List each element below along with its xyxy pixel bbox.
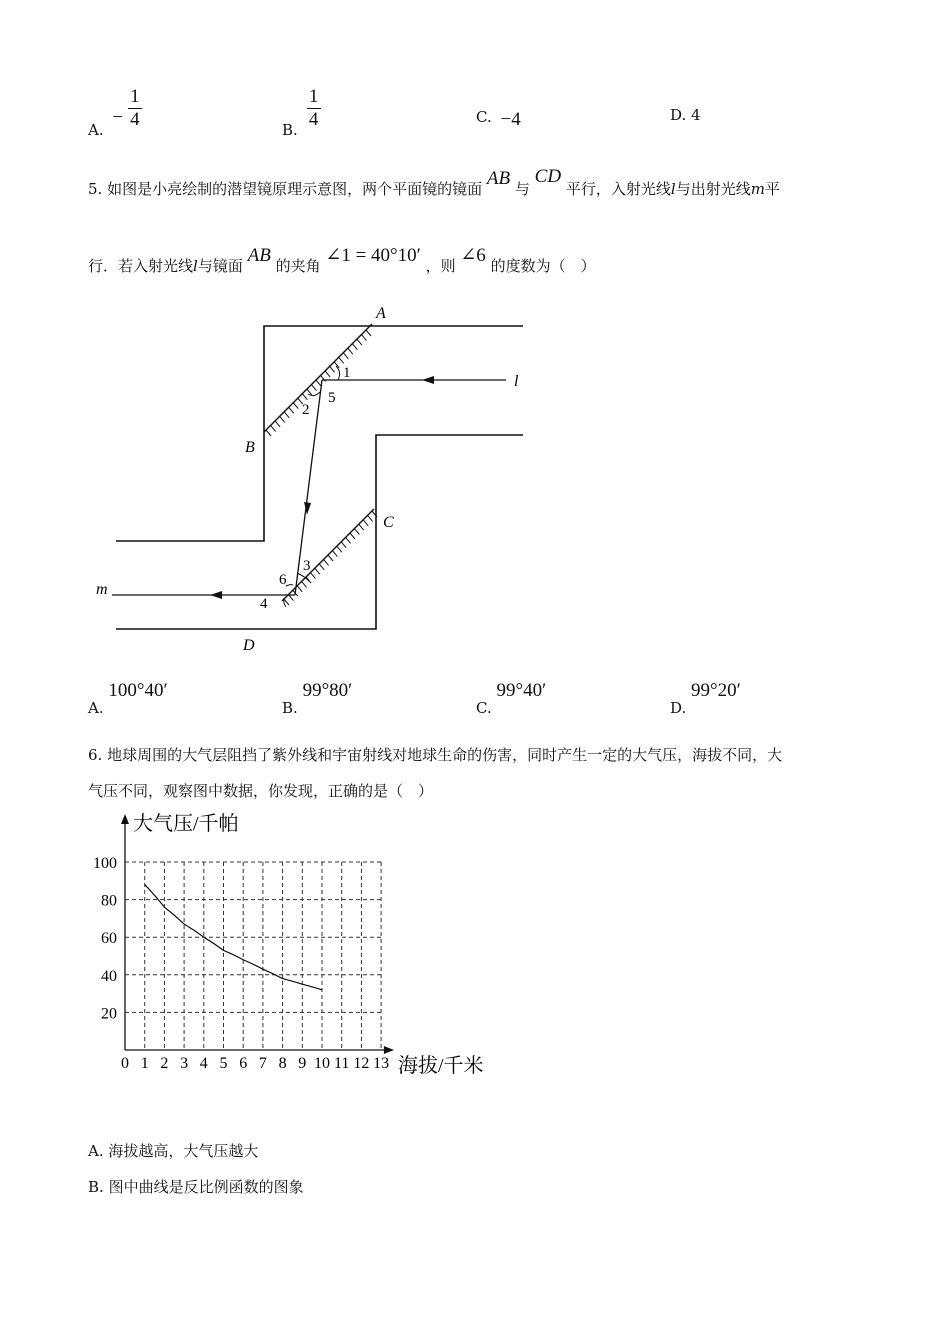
periscope-outer-wall (116, 326, 523, 541)
q6-option-b[interactable] (88, 1176, 304, 1197)
option-letter: C. (476, 108, 492, 126)
hatch-mark (348, 348, 353, 354)
y-axis-arrow (121, 814, 129, 824)
q5-text: 平 (764, 180, 780, 198)
mirror-ab: AB (486, 168, 511, 189)
label-angle-5: 5 (328, 390, 336, 406)
option-value: 100°40′ (108, 680, 168, 701)
angle-arc-1 (336, 366, 340, 380)
hatch-mark (316, 380, 321, 386)
numerator: 1 (130, 86, 140, 107)
label-angle-3: 3 (303, 558, 311, 574)
x-tick-label: 7 (258, 1055, 267, 1072)
hatch-mark (271, 425, 276, 431)
x-tick-label: 5 (219, 1055, 228, 1072)
ray-l: l (670, 180, 676, 198)
hatch-mark (328, 555, 333, 561)
x-axis-arrow (384, 1046, 394, 1054)
hatch-mark (352, 344, 357, 350)
q5-text: 的度数为（ ） (490, 257, 596, 275)
x-tick-label: 0 (121, 1055, 129, 1072)
option-value: 99°40′ (496, 680, 547, 701)
label-l: l (514, 373, 519, 390)
hatch-mark (330, 366, 335, 372)
hatch-mark (354, 529, 359, 535)
option-letter: B. (88, 1178, 104, 1196)
hatch-mark (332, 551, 337, 557)
option-letter: A. (88, 1142, 104, 1160)
hatch-mark (289, 407, 294, 413)
x-tick-label: 6 (239, 1055, 248, 1072)
q6-line1: 6. 地球周围的大气层阻挡了紫外线和宇宙射线对地球生命的伤害，同时产生一定的大气压，海拔不同，大 (88, 746, 783, 764)
ray-m: m (750, 180, 765, 198)
x-tick-label: 2 (160, 1055, 169, 1072)
hatch-mark (280, 416, 285, 422)
option-letter: D. (670, 106, 687, 124)
option-value: 99°80′ (302, 680, 353, 701)
hatch-mark (339, 357, 344, 363)
q5-option-b[interactable] (282, 680, 353, 717)
hatch-mark (337, 546, 342, 552)
hatch-mark (357, 339, 362, 345)
denominator: 4 (130, 109, 140, 130)
hatch-mark (325, 371, 330, 377)
hatch-mark (315, 568, 320, 574)
option-letter: A. (88, 699, 104, 717)
hatch-mark (307, 389, 312, 395)
x-tick-label: 13 (373, 1055, 390, 1072)
angle-1-value: ∠1 = 40°10′ (325, 245, 421, 266)
hatch-mark (266, 430, 271, 436)
y-tick-label: 20 (101, 1005, 117, 1023)
q5-option-c[interactable] (476, 680, 547, 717)
hatch-mark (368, 515, 373, 521)
q5-text: 与 (514, 180, 530, 198)
q5-option-d[interactable] (670, 680, 741, 717)
angle-arc-6 (286, 585, 293, 586)
hatch-mark (284, 412, 289, 418)
option-letter: C. (476, 699, 492, 717)
hatch-mark (293, 403, 298, 409)
label-C: C (383, 514, 394, 531)
option-letter: B. (282, 120, 298, 139)
label-angle-1: 1 (343, 365, 351, 381)
chart-ylabel: 大气压/千帕 (133, 813, 239, 835)
chart-xlabel: 海拔/千米 (398, 1055, 484, 1077)
hatch-mark (359, 524, 364, 530)
y-tick-label: 60 (101, 930, 117, 948)
option-text: 海拔越高，大气压越大 (108, 1142, 259, 1160)
denominator: 4 (308, 109, 319, 130)
x-tick-label: 3 (180, 1055, 189, 1072)
q6-line2: 气压不同，观察图中数据，你发现，正确的是（ ） (88, 782, 434, 800)
angle-6: ∠6 (460, 245, 486, 266)
hatch-mark (297, 586, 302, 592)
x-tick-label: 4 (199, 1055, 208, 1072)
q5-text: 行．若入射光线 (88, 257, 194, 275)
label-angle-6: 6 (279, 572, 287, 588)
arrow-l (422, 376, 434, 384)
option-letter: B. (282, 699, 298, 717)
hatch-mark (363, 520, 368, 526)
x-tick-label: 1 (140, 1055, 149, 1072)
q5-text: 与出射光线 (675, 180, 751, 198)
numerator: 1 (308, 86, 319, 107)
mirror-ab-hatch (266, 330, 371, 436)
option-letter: A. (88, 120, 104, 139)
mirror-ab: AB (247, 245, 271, 266)
hatch-mark (341, 542, 346, 548)
option-sign: − (112, 106, 124, 128)
q5-option-a[interactable] (88, 680, 168, 717)
ray-l: l (193, 257, 198, 275)
option-value: 99°20′ (691, 680, 741, 701)
label-D: D (243, 637, 255, 654)
q5-text: ，则 (425, 257, 456, 275)
label-angle-2: 2 (302, 402, 310, 418)
arrow-m (210, 591, 222, 599)
y-tick-label: 80 (101, 892, 117, 910)
hatch-mark (346, 537, 351, 543)
y-tick-label: 40 (101, 967, 117, 985)
label-B: B (245, 439, 255, 456)
option-value: −4 (500, 109, 521, 130)
label-angle-4: 4 (260, 596, 268, 612)
hatch-mark (324, 559, 329, 565)
x-tick-label: 10 (314, 1055, 330, 1072)
hatch-mark (310, 573, 315, 579)
hatch-mark (319, 564, 324, 570)
q5-text: 的夹角 (275, 257, 321, 275)
q5-text: 与镜面 (197, 257, 243, 275)
chart-grid (125, 862, 381, 1050)
option-text: 图中曲线是反比例函数的图象 (108, 1178, 304, 1196)
x-tick-label: 12 (353, 1055, 370, 1072)
pressure-chart (0, 800, 520, 1090)
mirror-cd: CD (534, 166, 562, 187)
periscope-inner-wall (116, 435, 523, 629)
q5-text: 5. 如图是小亮绘制的潜望镜原理示意图，两个平面镜的镜面 (88, 180, 483, 198)
hatch-mark (302, 581, 307, 587)
hatch-mark (311, 385, 316, 391)
x-tick-label: 8 (278, 1055, 287, 1072)
option-letter: D. (670, 699, 687, 717)
hatch-mark (361, 335, 366, 341)
hatch-mark (343, 353, 348, 359)
x-tick-label: 11 (333, 1055, 350, 1072)
label-m: m (96, 581, 108, 598)
label-A: A (376, 305, 386, 322)
q5-text: 平行，入射光线 (565, 180, 671, 198)
hatch-mark (350, 533, 355, 539)
chart-axes (121, 814, 394, 1054)
q6-option-a[interactable] (88, 1140, 258, 1161)
mirror-cd-hatch (284, 511, 377, 605)
chart-ticks (93, 855, 389, 1072)
hatch-mark (275, 421, 280, 427)
hatch-mark (366, 330, 371, 336)
y-tick-label: 100 (93, 855, 117, 872)
option-value: 4 (691, 106, 701, 124)
x-tick-label: 9 (298, 1055, 307, 1072)
hatch-mark (302, 394, 307, 400)
